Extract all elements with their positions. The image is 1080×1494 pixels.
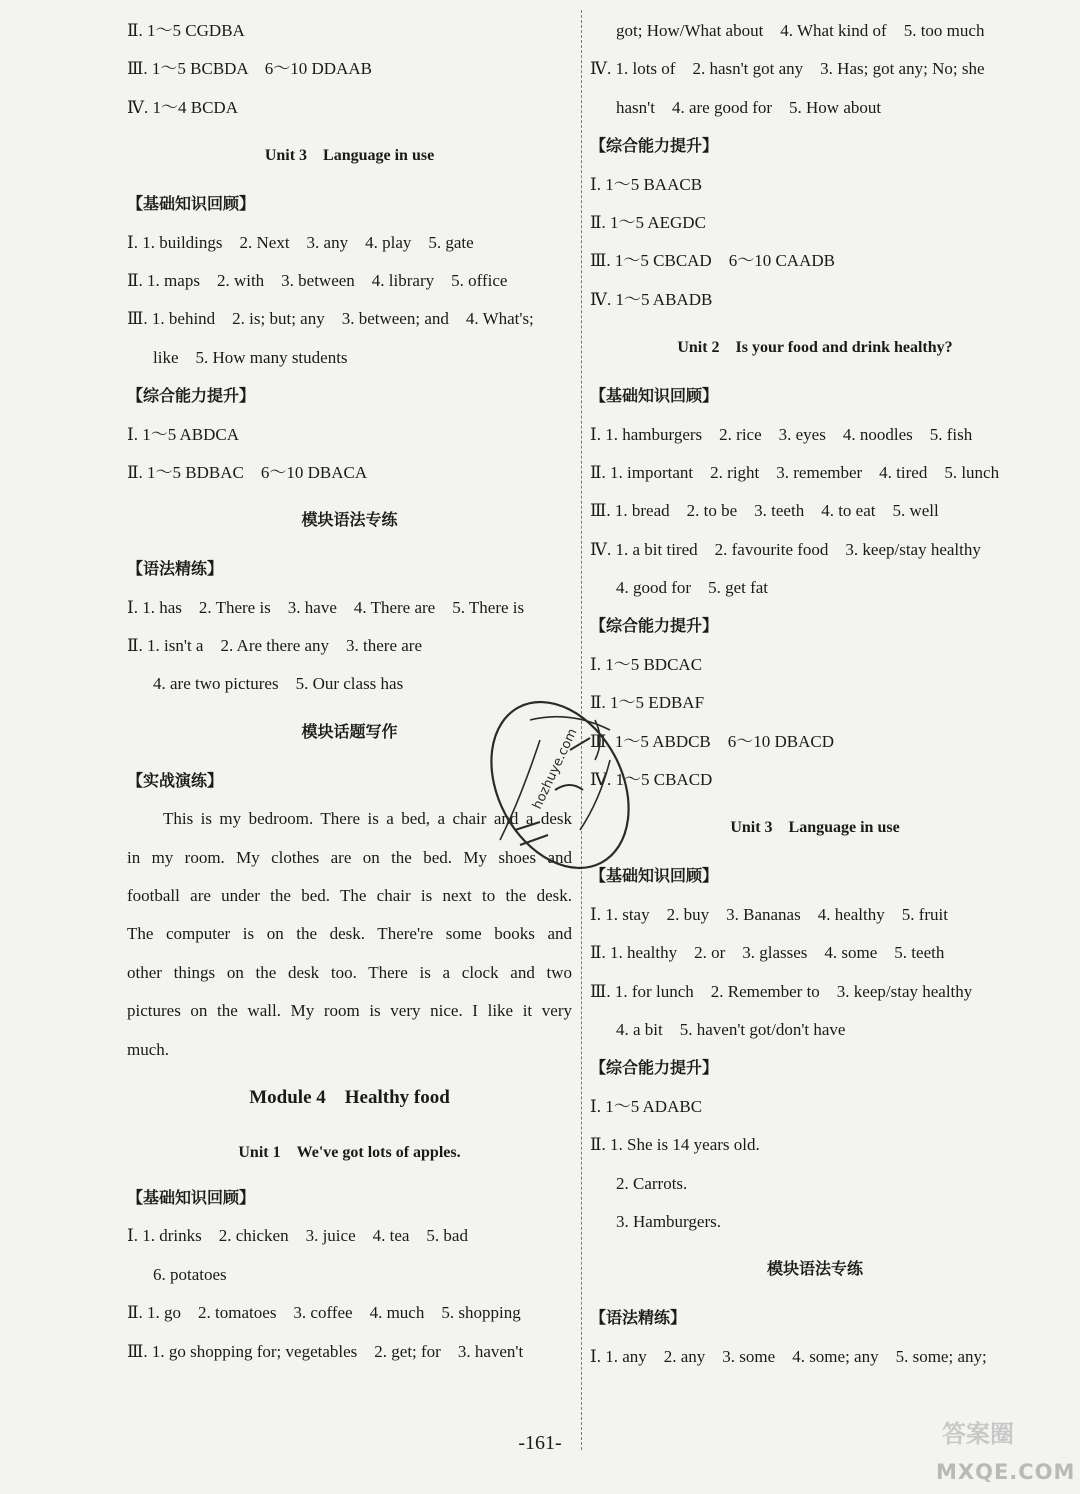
section-heading: 【综合能力提升】 (127, 386, 256, 406)
answer-line: Ⅱ. 1～5 CGDBA (127, 21, 245, 40)
section-heading: 【基础知识回顾】 (127, 194, 256, 214)
left-column (127, 12, 572, 1371)
unit-title: Unit 3 Language in use (730, 819, 900, 837)
answer-line: Ⅳ. 1～5 CBACD (590, 770, 713, 790)
watermark-url-text: MXQE.COM (936, 1460, 1076, 1484)
essay-line: pictures on the wall. My room is very nice. I like it very (127, 1001, 572, 1021)
answer-line: Ⅱ. 1. isn't a 2. Are there any 3. there are (127, 636, 423, 656)
answer-line: Ⅱ. 1. maps 2. with 3. between 4. library 5. office (127, 270, 508, 290)
answer-line: Ⅱ. 1～5 AEGDC (590, 212, 706, 232)
section-heading: 【基础知识回顾】 (590, 866, 719, 886)
answer-line: Ⅰ. 1. any 2. any 3. some 4. some; any 5. some; any; (590, 1346, 987, 1366)
essay-line: other things on the desk too. There is a clock and two (127, 962, 572, 982)
answer-line: Ⅲ. 1. for lunch 2. Remember to 3. keep/stay healthy (590, 981, 973, 1001)
answer-line: 6. potatoes (153, 1264, 227, 1284)
essay-line: The computer is on the desk. There're some books and (127, 924, 572, 944)
answer-line: like 5. How many students (153, 347, 348, 367)
answer-line: Ⅰ. 1. hamburgers 2. rice 3. eyes 4. noodles 5. fish (590, 424, 973, 444)
section-heading: 【基础知识回顾】 (127, 1187, 256, 1207)
answer-line: hasn't 4. are good for 5. How about (616, 97, 882, 117)
answer-line: Ⅱ. 1. go 2. tomatoes 3. coffee 4. much 5. shopping (127, 1303, 521, 1323)
essay-line: football are under the bed. The chair is next to the desk. (127, 886, 572, 906)
watermark-top-text: 答案圈 (942, 1420, 1014, 1448)
answer-line: Ⅲ. 1. go shopping for; vegetables 2. get; for 3. haven't (127, 1341, 524, 1361)
unit-title: 模块语法专练 (766, 1261, 863, 1279)
answer-line: Ⅰ. 1～5 BAACB (590, 174, 703, 194)
answer-line: Ⅲ. 1. behind 2. is; but; any 3. between; and 4. What's; (127, 309, 534, 329)
section-heading: 【综合能力提升】 (590, 136, 719, 156)
column-divider (581, 10, 582, 1450)
svg-text:hozhuye.com: hozhuye.com (530, 726, 581, 812)
answer-line: Ⅱ. 1. important 2. right 3. remember 4. tired 5. lunch (590, 462, 1000, 482)
section-heading: 【综合能力提升】 (590, 1058, 719, 1078)
answer-line: Ⅰ. 1. has 2. There is 3. have 4. There are 5. There is (127, 597, 525, 617)
answer-line: Ⅳ. 1～4 BCDA (127, 97, 238, 117)
answer-line: Ⅳ. 1～5 ABADB (590, 289, 713, 309)
answer-line: got; How/What about 4. What kind of 5. too much (616, 21, 985, 40)
module-title: Module 4 Healthy food (249, 1086, 450, 1108)
answer-line: Ⅱ. 1. healthy 2. or 3. glasses 4. some 5. teeth (590, 943, 945, 963)
section-heading: 【综合能力提升】 (590, 616, 719, 636)
section-heading: 【基础知识回顾】 (590, 386, 719, 406)
unit-title: 模块话题写作 (301, 723, 398, 741)
answer-line: 2. Carrots. (616, 1173, 688, 1193)
page-number: -161- (518, 1432, 562, 1454)
answer-line: Ⅲ. 1～5 BCBDA 6～10 DDAAB (127, 59, 372, 79)
essay-line: This is my bedroom. There is a bed, a chair and a desk (163, 809, 572, 829)
answer-line: Ⅰ. 1～5 BDCAC (590, 654, 703, 674)
answer-line: 4. good for 5. get fat (616, 578, 769, 598)
section-heading: 【语法精练】 (590, 1308, 687, 1328)
section-heading: 【语法精练】 (127, 559, 224, 579)
answer-line: Ⅱ. 1～5 BDBAC 6～10 DBACA (127, 462, 368, 482)
right-column (590, 12, 1040, 1376)
unit-title: 模块语法专练 (301, 512, 398, 530)
unit-title: Unit 2 Is your food and drink healthy? (677, 339, 953, 357)
answer-line: Ⅲ. 1. bread 2. to be 3. teeth 4. to eat 5. well (590, 501, 939, 521)
answer-line: Ⅳ. 1. lots of 2. hasn't got any 3. Has; got any; No; she (590, 59, 985, 79)
answer-line: Ⅰ. 1～5 ABDCA (127, 424, 240, 444)
answer-line: Ⅰ. 1～5 ADABC (590, 1096, 703, 1116)
answer-line: Ⅰ. 1. stay 2. buy 3. Bananas 4. healthy 5. fruit (590, 904, 948, 924)
answer-line: 4. are two pictures 5. Our class has (153, 674, 404, 694)
unit-title: Unit 1 We've got lots of apples. (238, 1143, 461, 1161)
answer-line: 4. a bit 5. haven't got/don't have (616, 1019, 846, 1039)
answer-line: Ⅲ. 1～5 CBCAD 6～10 CAADB (590, 251, 835, 271)
answer-line: Ⅲ. 1～5 ABDCB 6～10 DBACD (590, 731, 835, 751)
answer-line: Ⅱ. 1～5 EDBAF (590, 693, 705, 713)
answer-line: Ⅱ. 1. She is 14 years old. (590, 1135, 760, 1155)
essay-line: much. (127, 1039, 170, 1059)
answer-line: Ⅰ. 1. drinks 2. chicken 3. juice 4. tea 5. bad (127, 1226, 468, 1246)
unit-title: Unit 3 Language in use (264, 147, 435, 165)
essay-line: in my room. My clothes are on the bed. My shoes and (127, 847, 572, 867)
answer-line: 3. Hamburgers. (616, 1211, 721, 1231)
answer-line: Ⅰ. 1. buildings 2. Next 3. any 4. play 5. gate (127, 232, 474, 252)
section-heading: 【实战演练】 (127, 770, 224, 790)
answer-line: Ⅳ. 1. a bit tired 2. favourite food 3. keep/stay healthy (590, 539, 981, 559)
